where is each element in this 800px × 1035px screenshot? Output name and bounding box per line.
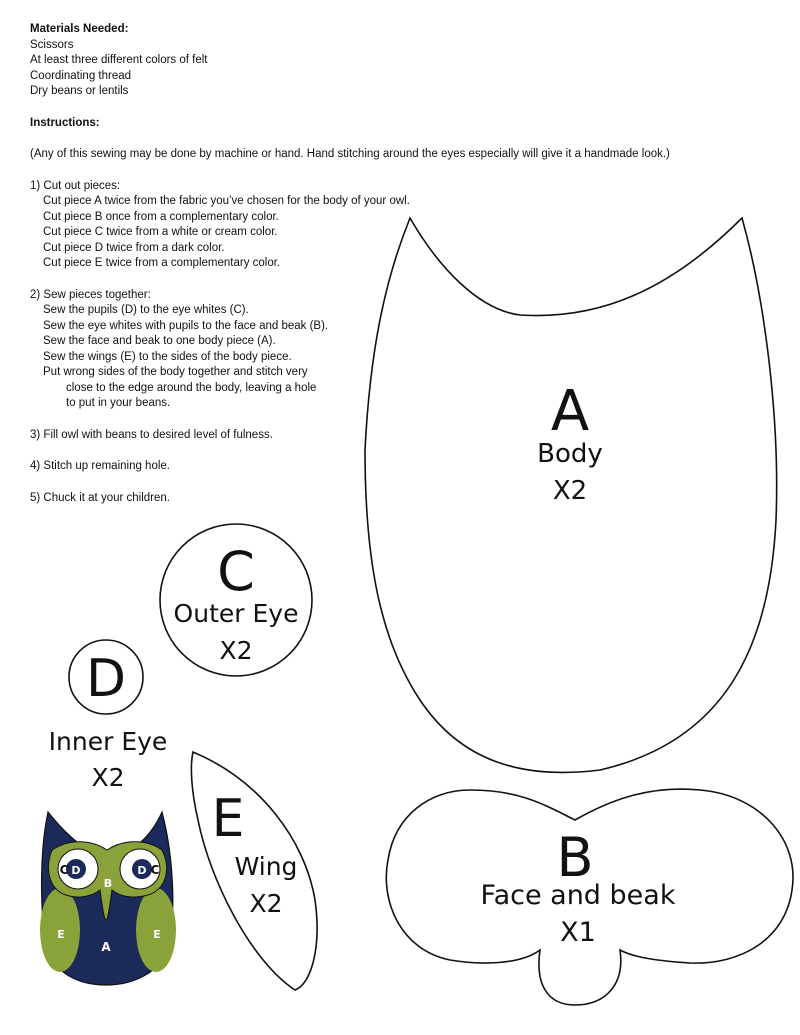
owl-illustration bbox=[40, 812, 176, 985]
piece-b-name: Face and beak bbox=[480, 880, 676, 911]
step-line: Sew the eye whites with pupils to the face and beak (B). bbox=[43, 319, 329, 332]
piece-a-letter: A bbox=[550, 379, 590, 444]
owl-label-d-right: D bbox=[137, 864, 147, 877]
step-4: 4) Stitch up remaining hole. bbox=[30, 460, 170, 472]
piece-c-count: X2 bbox=[219, 636, 253, 665]
step-1-title: 1) Cut out pieces: bbox=[30, 179, 121, 192]
step-line: Cut piece D twice from a dark color. bbox=[43, 241, 225, 254]
piece-b-letter: B bbox=[556, 826, 594, 889]
step-line: Cut piece B once from a complementary color. bbox=[43, 210, 279, 223]
material-item: Dry beans or lentils bbox=[30, 85, 129, 97]
piece-d-letter: D bbox=[85, 649, 127, 709]
step-5: 5) Chuck it at your children. bbox=[30, 491, 170, 504]
step-line: to put in your beans. bbox=[66, 397, 171, 409]
owl-label-c-left: C bbox=[59, 863, 69, 877]
material-item: At least three different colors of felt bbox=[30, 54, 208, 66]
piece-c-letter: C bbox=[217, 540, 255, 603]
step-3: 3) Fill owl with beans to desired level of fulness. bbox=[30, 428, 273, 441]
step-line: Put wrong sides of the body together and stitch very bbox=[43, 366, 308, 378]
materials-heading: Materials Needed: bbox=[30, 23, 129, 35]
piece-e-name: Wing bbox=[234, 852, 298, 881]
piece-a-name: Body bbox=[537, 439, 603, 469]
step-line: Sew the wings (E) to the sides of the body piece. bbox=[43, 350, 292, 363]
step-line: Cut piece A twice from the fabric you’ve chosen for the body of your owl. bbox=[43, 195, 410, 207]
step-line: Cut piece C twice from a white or cream color. bbox=[43, 226, 278, 238]
step-line: close to the edge around the body, leaving a hole bbox=[66, 381, 317, 394]
owl-label-d-left: D bbox=[71, 864, 81, 877]
piece-a-count: X2 bbox=[552, 476, 588, 506]
owl-label-e-left: E bbox=[57, 928, 65, 941]
piece-c-name: Outer Eye bbox=[173, 599, 299, 628]
owl-label-b: B bbox=[103, 877, 113, 890]
owl-label-a: A bbox=[101, 940, 111, 954]
material-item: Coordinating thread bbox=[30, 69, 132, 82]
piece-e-count: X2 bbox=[249, 889, 283, 918]
step-2-title: 2) Sew pieces together: bbox=[30, 288, 151, 301]
owl-label-e-right: E bbox=[153, 928, 161, 941]
step-line: Sew the pupils (D) to the eye whites (C). bbox=[43, 304, 249, 316]
piece-b-count: X1 bbox=[560, 917, 596, 948]
piece-d-name: Inner Eye bbox=[48, 727, 168, 756]
instructions-heading: Instructions: bbox=[30, 116, 100, 129]
material-item: Scissors bbox=[30, 38, 74, 51]
owl-label-c-right: C bbox=[150, 863, 160, 877]
piece-e-letter: E bbox=[211, 789, 245, 849]
piece-d-count: X2 bbox=[91, 763, 125, 792]
step-line: Sew the face and beak to one body piece (A). bbox=[43, 335, 276, 347]
instructions-note: (Any of this sewing may be done by machine or hand. Hand stitching around the eyes especially will give it a handmade look.) bbox=[30, 148, 670, 160]
step-line: Cut piece E twice from a complementary color. bbox=[43, 257, 281, 269]
